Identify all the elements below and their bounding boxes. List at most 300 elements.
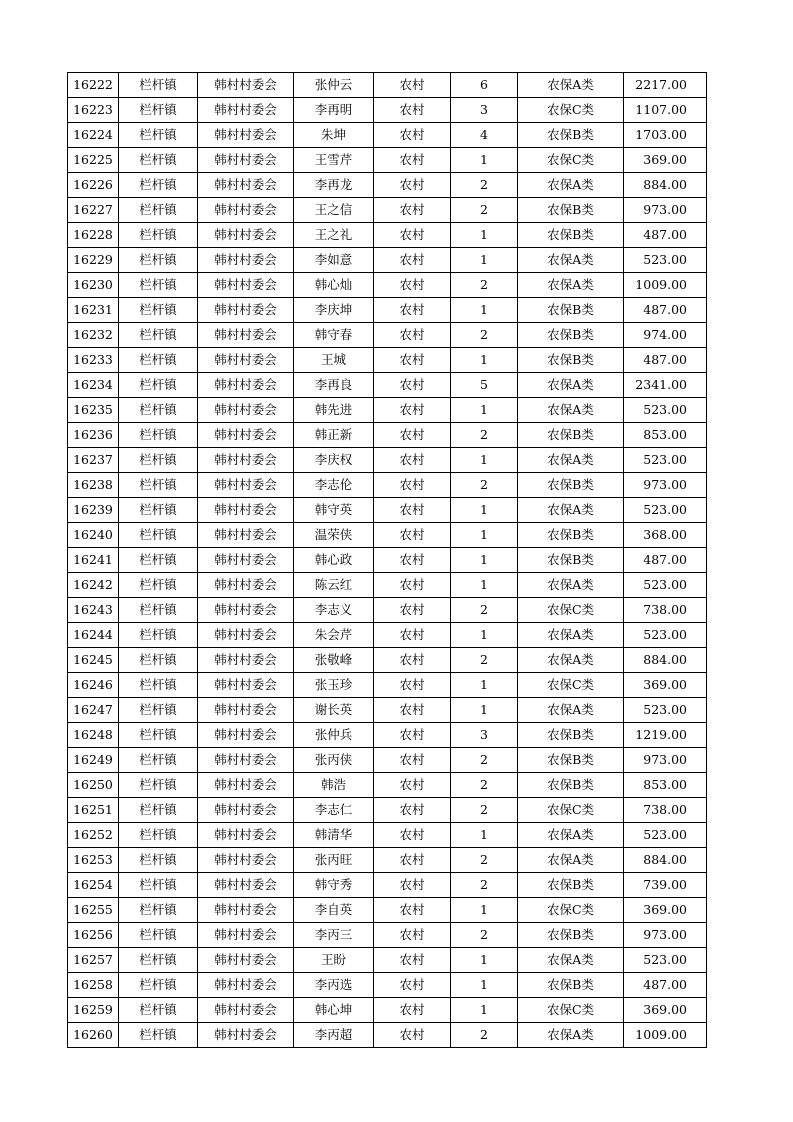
residence-type-cell: 农村 <box>374 823 451 848</box>
amount-cell: 973.00 <box>624 748 707 773</box>
household-size-cell: 2 <box>451 873 518 898</box>
village-committee-cell: 韩村村委会 <box>198 548 294 573</box>
row-number-cell: 16231 <box>68 298 119 323</box>
insurance-category-cell: 农保B类 <box>518 323 624 348</box>
village-committee-cell: 韩村村委会 <box>198 748 294 773</box>
household-size-cell: 1 <box>451 448 518 473</box>
household-size-cell: 2 <box>451 748 518 773</box>
row-number-cell: 16229 <box>68 248 119 273</box>
household-size-cell: 2 <box>451 1023 518 1048</box>
village-committee-cell: 韩村村委会 <box>198 648 294 673</box>
insurance-category-cell: 农保C类 <box>518 148 624 173</box>
row-number-cell: 16244 <box>68 623 119 648</box>
village-committee-cell: 韩村村委会 <box>198 848 294 873</box>
amount-cell: 884.00 <box>624 648 707 673</box>
village-committee-cell: 韩村村委会 <box>198 373 294 398</box>
insurance-category-cell: 农保A类 <box>518 373 624 398</box>
residence-type-cell: 农村 <box>374 448 451 473</box>
row-number-cell: 16239 <box>68 498 119 523</box>
name-cell: 韩守春 <box>294 323 374 348</box>
name-cell: 李丙选 <box>294 973 374 998</box>
name-cell: 李庆坤 <box>294 298 374 323</box>
village-committee-cell: 韩村村委会 <box>198 823 294 848</box>
amount-cell: 523.00 <box>624 248 707 273</box>
village-committee-cell: 韩村村委会 <box>198 173 294 198</box>
insurance-category-cell: 农保B类 <box>518 223 624 248</box>
residence-type-cell: 农村 <box>374 98 451 123</box>
town-cell: 栏杆镇 <box>119 273 198 298</box>
residence-type-cell: 农村 <box>374 623 451 648</box>
village-committee-cell: 韩村村委会 <box>198 698 294 723</box>
name-cell: 王盼 <box>294 948 374 973</box>
amount-cell: 738.00 <box>624 598 707 623</box>
household-size-cell: 1 <box>451 148 518 173</box>
household-size-cell: 2 <box>451 323 518 348</box>
row-number-cell: 16236 <box>68 423 119 448</box>
row-number-cell: 16249 <box>68 748 119 773</box>
insurance-category-cell: 农保B类 <box>518 423 624 448</box>
amount-cell: 368.00 <box>624 523 707 548</box>
town-cell: 栏杆镇 <box>119 123 198 148</box>
name-cell: 李志义 <box>294 598 374 623</box>
town-cell: 栏杆镇 <box>119 248 198 273</box>
residence-type-cell: 农村 <box>374 598 451 623</box>
row-number-cell: 16225 <box>68 148 119 173</box>
row-number-cell: 16245 <box>68 648 119 673</box>
row-number-cell: 16234 <box>68 373 119 398</box>
residence-type-cell: 农村 <box>374 273 451 298</box>
residence-type-cell: 农村 <box>374 73 451 98</box>
village-committee-cell: 韩村村委会 <box>198 223 294 248</box>
amount-cell: 523.00 <box>624 573 707 598</box>
row-number-cell: 16227 <box>68 198 119 223</box>
amount-cell: 973.00 <box>624 923 707 948</box>
insurance-category-cell: 农保A类 <box>518 1023 624 1048</box>
village-committee-cell: 韩村村委会 <box>198 148 294 173</box>
residence-type-cell: 农村 <box>374 698 451 723</box>
name-cell: 王之信 <box>294 198 374 223</box>
row-number-cell: 16226 <box>68 173 119 198</box>
amount-cell: 523.00 <box>624 823 707 848</box>
household-size-cell: 2 <box>451 173 518 198</box>
amount-cell: 1009.00 <box>624 1023 707 1048</box>
amount-cell: 369.00 <box>624 673 707 698</box>
village-committee-cell: 韩村村委会 <box>198 973 294 998</box>
row-number-cell: 16242 <box>68 573 119 598</box>
village-committee-cell: 韩村村委会 <box>198 573 294 598</box>
insurance-category-cell: 农保B类 <box>518 723 624 748</box>
town-cell: 栏杆镇 <box>119 373 198 398</box>
residence-type-cell: 农村 <box>374 548 451 573</box>
table-row <box>68 398 707 423</box>
table-row <box>68 898 707 923</box>
residence-type-cell: 农村 <box>374 848 451 873</box>
town-cell: 栏杆镇 <box>119 323 198 348</box>
insurance-category-cell: 农保A类 <box>518 848 624 873</box>
village-committee-cell: 韩村村委会 <box>198 323 294 348</box>
name-cell: 李丙超 <box>294 1023 374 1048</box>
residence-type-cell: 农村 <box>374 123 451 148</box>
name-cell: 张敬峰 <box>294 648 374 673</box>
table-row <box>68 623 707 648</box>
village-committee-cell: 韩村村委会 <box>198 273 294 298</box>
village-committee-cell: 韩村村委会 <box>198 298 294 323</box>
residence-type-cell: 农村 <box>374 773 451 798</box>
town-cell: 栏杆镇 <box>119 573 198 598</box>
town-cell: 栏杆镇 <box>119 173 198 198</box>
amount-cell: 1219.00 <box>624 723 707 748</box>
insurance-category-cell: 农保B类 <box>518 198 624 223</box>
residence-type-cell: 农村 <box>374 948 451 973</box>
insurance-category-cell: 农保A类 <box>518 948 624 973</box>
town-cell: 栏杆镇 <box>119 898 198 923</box>
row-number-cell: 16241 <box>68 548 119 573</box>
insurance-category-cell: 农保A类 <box>518 248 624 273</box>
amount-cell: 369.00 <box>624 148 707 173</box>
village-committee-cell: 韩村村委会 <box>198 73 294 98</box>
name-cell: 王城 <box>294 348 374 373</box>
row-number-cell: 16250 <box>68 773 119 798</box>
village-committee-cell: 韩村村委会 <box>198 923 294 948</box>
insurance-category-cell: 农保B类 <box>518 298 624 323</box>
name-cell: 李再龙 <box>294 173 374 198</box>
residence-type-cell: 农村 <box>374 1023 451 1048</box>
amount-cell: 487.00 <box>624 223 707 248</box>
amount-cell: 2341.00 <box>624 373 707 398</box>
household-size-cell: 1 <box>451 573 518 598</box>
insurance-category-cell: 农保B类 <box>518 923 624 948</box>
town-cell: 栏杆镇 <box>119 998 198 1023</box>
town-cell: 栏杆镇 <box>119 398 198 423</box>
town-cell: 栏杆镇 <box>119 823 198 848</box>
table-row <box>68 723 707 748</box>
household-size-cell: 2 <box>451 273 518 298</box>
town-cell: 栏杆镇 <box>119 948 198 973</box>
town-cell: 栏杆镇 <box>119 973 198 998</box>
household-size-cell: 1 <box>451 223 518 248</box>
table-row <box>68 373 707 398</box>
insurance-category-cell: 农保B类 <box>518 348 624 373</box>
household-size-cell: 1 <box>451 823 518 848</box>
household-size-cell: 1 <box>451 498 518 523</box>
town-cell: 栏杆镇 <box>119 698 198 723</box>
village-committee-cell: 韩村村委会 <box>198 598 294 623</box>
name-cell: 韩正新 <box>294 423 374 448</box>
amount-cell: 739.00 <box>624 873 707 898</box>
row-number-cell: 16251 <box>68 798 119 823</box>
insurance-category-cell: 农保C类 <box>518 98 624 123</box>
amount-cell: 523.00 <box>624 623 707 648</box>
insurance-category-cell: 农保C类 <box>518 998 624 1023</box>
household-size-cell: 1 <box>451 698 518 723</box>
residence-type-cell: 农村 <box>374 748 451 773</box>
table-row <box>68 948 707 973</box>
village-committee-cell: 韩村村委会 <box>198 773 294 798</box>
name-cell: 张仲云 <box>294 73 374 98</box>
insurance-category-cell: 农保C类 <box>518 898 624 923</box>
row-number-cell: 16240 <box>68 523 119 548</box>
table-row <box>68 148 707 173</box>
town-cell: 栏杆镇 <box>119 723 198 748</box>
amount-cell: 523.00 <box>624 398 707 423</box>
household-size-cell: 2 <box>451 848 518 873</box>
town-cell: 栏杆镇 <box>119 73 198 98</box>
insurance-category-cell: 农保B类 <box>518 523 624 548</box>
row-number-cell: 16232 <box>68 323 119 348</box>
insurance-category-cell: 农保A类 <box>518 273 624 298</box>
insurance-category-cell: 农保A类 <box>518 823 624 848</box>
row-number-cell: 16237 <box>68 448 119 473</box>
household-size-cell: 1 <box>451 623 518 648</box>
row-number-cell: 16259 <box>68 998 119 1023</box>
name-cell: 韩心灿 <box>294 273 374 298</box>
insurance-category-cell: 农保A类 <box>518 73 624 98</box>
household-size-cell: 1 <box>451 398 518 423</box>
name-cell: 韩清华 <box>294 823 374 848</box>
household-size-cell: 6 <box>451 73 518 98</box>
row-number-cell: 16222 <box>68 73 119 98</box>
household-size-cell: 1 <box>451 948 518 973</box>
row-number-cell: 16228 <box>68 223 119 248</box>
insurance-category-cell: 农保B类 <box>518 548 624 573</box>
insurance-category-cell: 农保C类 <box>518 798 624 823</box>
insurance-category-cell: 农保A类 <box>518 398 624 423</box>
household-size-cell: 1 <box>451 973 518 998</box>
town-cell: 栏杆镇 <box>119 873 198 898</box>
amount-cell: 369.00 <box>624 898 707 923</box>
residence-type-cell: 农村 <box>374 473 451 498</box>
town-cell: 栏杆镇 <box>119 198 198 223</box>
insurance-category-cell: 农保B类 <box>518 123 624 148</box>
name-cell: 李再良 <box>294 373 374 398</box>
name-cell: 温荣侠 <box>294 523 374 548</box>
table-row <box>68 548 707 573</box>
village-committee-cell: 韩村村委会 <box>198 523 294 548</box>
village-committee-cell: 韩村村委会 <box>198 123 294 148</box>
row-number-cell: 16258 <box>68 973 119 998</box>
insurance-category-cell: 农保C类 <box>518 673 624 698</box>
amount-cell: 973.00 <box>624 198 707 223</box>
residence-type-cell: 农村 <box>374 573 451 598</box>
name-cell: 张仲兵 <box>294 723 374 748</box>
amount-cell: 487.00 <box>624 548 707 573</box>
amount-cell: 853.00 <box>624 773 707 798</box>
town-cell: 栏杆镇 <box>119 348 198 373</box>
row-number-cell: 16253 <box>68 848 119 873</box>
table-row <box>68 1023 707 1048</box>
village-committee-cell: 韩村村委会 <box>198 1023 294 1048</box>
table-row <box>68 523 707 548</box>
residence-type-cell: 农村 <box>374 198 451 223</box>
town-cell: 栏杆镇 <box>119 523 198 548</box>
town-cell: 栏杆镇 <box>119 598 198 623</box>
village-committee-cell: 韩村村委会 <box>198 798 294 823</box>
name-cell: 张丙侠 <box>294 748 374 773</box>
table-row <box>68 823 707 848</box>
residence-type-cell: 农村 <box>374 323 451 348</box>
residence-type-cell: 农村 <box>374 348 451 373</box>
amount-cell: 738.00 <box>624 798 707 823</box>
village-committee-cell: 韩村村委会 <box>198 348 294 373</box>
name-cell: 谢长英 <box>294 698 374 723</box>
household-size-cell: 2 <box>451 423 518 448</box>
table-row <box>68 473 707 498</box>
residence-type-cell: 农村 <box>374 298 451 323</box>
name-cell: 韩守秀 <box>294 873 374 898</box>
name-cell: 李再明 <box>294 98 374 123</box>
amount-cell: 1703.00 <box>624 123 707 148</box>
table-row <box>68 573 707 598</box>
table-row <box>68 748 707 773</box>
insurance-category-cell: 农保B类 <box>518 773 624 798</box>
insurance-category-cell: 农保B类 <box>518 973 624 998</box>
village-committee-cell: 韩村村委会 <box>198 873 294 898</box>
household-size-cell: 1 <box>451 548 518 573</box>
table-row <box>68 98 707 123</box>
residence-type-cell: 农村 <box>374 373 451 398</box>
amount-cell: 369.00 <box>624 998 707 1023</box>
household-size-cell: 2 <box>451 198 518 223</box>
residence-type-cell: 农村 <box>374 673 451 698</box>
town-cell: 栏杆镇 <box>119 773 198 798</box>
table-row <box>68 423 707 448</box>
household-size-cell: 1 <box>451 523 518 548</box>
residence-type-cell: 农村 <box>374 898 451 923</box>
town-cell: 栏杆镇 <box>119 473 198 498</box>
name-cell: 李志仁 <box>294 798 374 823</box>
residence-type-cell: 农村 <box>374 923 451 948</box>
amount-cell: 853.00 <box>624 423 707 448</box>
name-cell: 李丙三 <box>294 923 374 948</box>
name-cell: 王之礼 <box>294 223 374 248</box>
town-cell: 栏杆镇 <box>119 548 198 573</box>
table-row <box>68 348 707 373</box>
row-number-cell: 16243 <box>68 598 119 623</box>
name-cell: 张玉珍 <box>294 673 374 698</box>
row-number-cell: 16233 <box>68 348 119 373</box>
residence-type-cell: 农村 <box>374 523 451 548</box>
table-row <box>68 773 707 798</box>
village-committee-cell: 韩村村委会 <box>198 898 294 923</box>
table-row <box>68 598 707 623</box>
village-committee-cell: 韩村村委会 <box>198 948 294 973</box>
name-cell: 李志伦 <box>294 473 374 498</box>
town-cell: 栏杆镇 <box>119 298 198 323</box>
residence-type-cell: 农村 <box>374 648 451 673</box>
row-number-cell: 16248 <box>68 723 119 748</box>
row-number-cell: 16246 <box>68 673 119 698</box>
table-row <box>68 273 707 298</box>
amount-cell: 1107.00 <box>624 98 707 123</box>
village-committee-cell: 韩村村委会 <box>198 498 294 523</box>
name-cell: 李如意 <box>294 248 374 273</box>
residence-type-cell: 农村 <box>374 998 451 1023</box>
row-number-cell: 16230 <box>68 273 119 298</box>
row-number-cell: 16260 <box>68 1023 119 1048</box>
town-cell: 栏杆镇 <box>119 673 198 698</box>
village-committee-cell: 韩村村委会 <box>198 448 294 473</box>
town-cell: 栏杆镇 <box>119 98 198 123</box>
table-row <box>68 998 707 1023</box>
village-committee-cell: 韩村村委会 <box>198 723 294 748</box>
table-row <box>68 673 707 698</box>
residence-type-cell: 农村 <box>374 873 451 898</box>
town-cell: 栏杆镇 <box>119 748 198 773</box>
town-cell: 栏杆镇 <box>119 623 198 648</box>
name-cell: 朱会芹 <box>294 623 374 648</box>
table-row <box>68 923 707 948</box>
household-size-cell: 2 <box>451 798 518 823</box>
amount-cell: 884.00 <box>624 848 707 873</box>
village-committee-cell: 韩村村委会 <box>198 98 294 123</box>
village-committee-cell: 韩村村委会 <box>198 423 294 448</box>
village-committee-cell: 韩村村委会 <box>198 473 294 498</box>
table-row <box>68 498 707 523</box>
village-committee-cell: 韩村村委会 <box>198 398 294 423</box>
insurance-category-cell: 农保A类 <box>518 448 624 473</box>
household-size-cell: 2 <box>451 773 518 798</box>
table-row <box>68 973 707 998</box>
town-cell: 栏杆镇 <box>119 448 198 473</box>
name-cell: 韩守英 <box>294 498 374 523</box>
name-cell: 韩心坤 <box>294 998 374 1023</box>
insurance-category-cell: 农保B类 <box>518 873 624 898</box>
residence-type-cell: 农村 <box>374 973 451 998</box>
amount-cell: 884.00 <box>624 173 707 198</box>
table-row <box>68 248 707 273</box>
amount-cell: 523.00 <box>624 698 707 723</box>
residence-type-cell: 农村 <box>374 723 451 748</box>
table-row <box>68 223 707 248</box>
table-row <box>68 648 707 673</box>
residence-type-cell: 农村 <box>374 498 451 523</box>
insurance-category-cell: 农保C类 <box>518 598 624 623</box>
town-cell: 栏杆镇 <box>119 1023 198 1048</box>
name-cell: 朱坤 <box>294 123 374 148</box>
town-cell: 栏杆镇 <box>119 148 198 173</box>
town-cell: 栏杆镇 <box>119 498 198 523</box>
row-number-cell: 16256 <box>68 923 119 948</box>
household-size-cell: 4 <box>451 123 518 148</box>
household-size-cell: 3 <box>451 98 518 123</box>
amount-cell: 487.00 <box>624 973 707 998</box>
amount-cell: 487.00 <box>624 298 707 323</box>
row-number-cell: 16224 <box>68 123 119 148</box>
household-size-cell: 2 <box>451 648 518 673</box>
roster-table-body <box>68 73 707 1048</box>
residence-type-cell: 农村 <box>374 248 451 273</box>
village-committee-cell: 韩村村委会 <box>198 673 294 698</box>
household-size-cell: 1 <box>451 298 518 323</box>
row-number-cell: 16235 <box>68 398 119 423</box>
table-row <box>68 298 707 323</box>
residence-type-cell: 农村 <box>374 423 451 448</box>
row-number-cell: 16255 <box>68 898 119 923</box>
amount-cell: 523.00 <box>624 448 707 473</box>
table-row <box>68 73 707 98</box>
household-size-cell: 1 <box>451 348 518 373</box>
name-cell: 韩心政 <box>294 548 374 573</box>
town-cell: 栏杆镇 <box>119 648 198 673</box>
table-row <box>68 848 707 873</box>
amount-cell: 973.00 <box>624 473 707 498</box>
residence-type-cell: 农村 <box>374 398 451 423</box>
row-number-cell: 16257 <box>68 948 119 973</box>
town-cell: 栏杆镇 <box>119 923 198 948</box>
table-row <box>68 198 707 223</box>
household-size-cell: 2 <box>451 923 518 948</box>
subsidy-roster-table <box>67 72 707 1048</box>
